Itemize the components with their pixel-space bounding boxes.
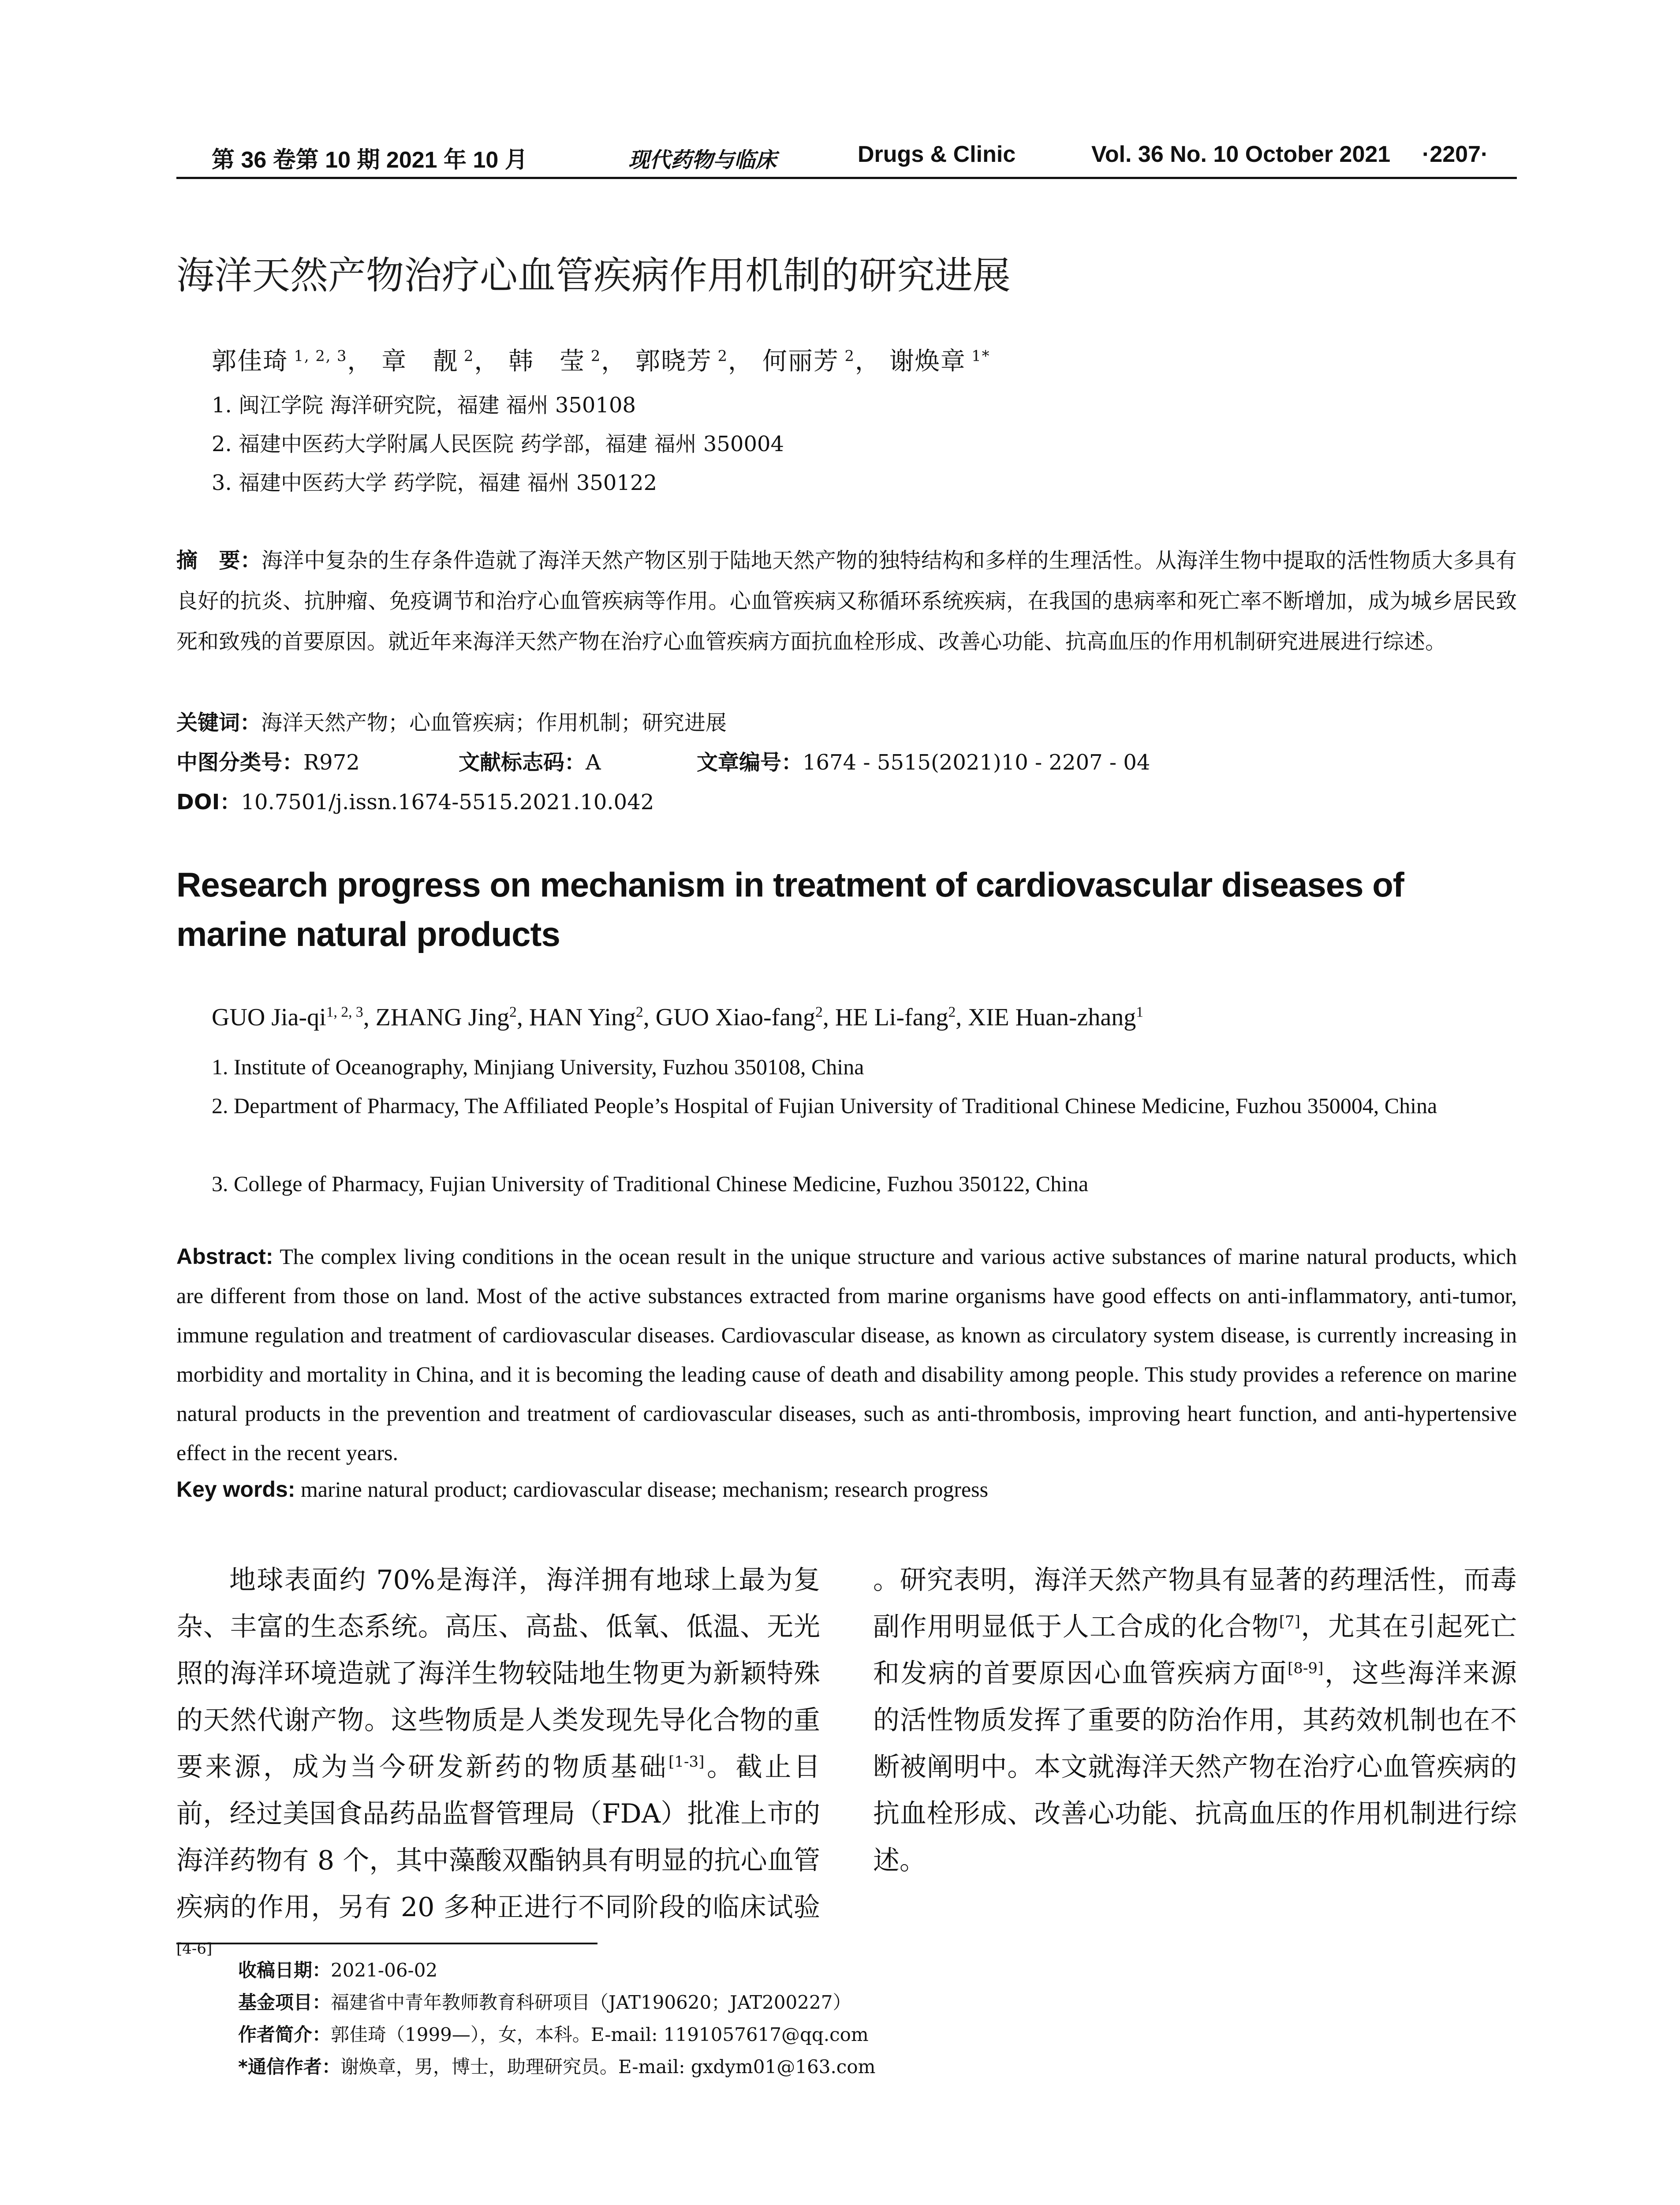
body-paragraph: 地球表面约 70%是海洋，海洋拥有地球上最为复杂、丰富的生态系统。高压、高盐、低氧、低温、无光照的海洋环境造就了海洋生物较陆地生物更为新颖特殊的天然代谢产物。这些物质是人类发现先导化合物的重要来源，成为当今研发新药的物质基础[1-3]。截止目前，经过美国食品药品监督管理局（FDA）批准上市的海洋药物有 8 个，其中藻酸双酯钠具有明显的抗心血管疾病的作用，另有 20 多种正进行不同阶段的临床试验[4-6] bbox=[176, 1565, 821, 1958]
citation[interactable]: [7] bbox=[1279, 1613, 1300, 1630]
abstract-cn bbox=[176, 540, 1517, 662]
author-en: XIE Huan-zhang$^1$ bbox=[968, 1004, 1144, 1031]
author-cn: 郭佳琦 $^{1, 2, 3}$， bbox=[212, 347, 373, 376]
author-en: GUO Xiao-fang$^2$, bbox=[655, 1004, 835, 1031]
running-header bbox=[176, 141, 1517, 176]
article-title-en: Research progress on mechanism in treatment of cardiovascular diseases of marine natural products bbox=[176, 865, 1404, 953]
body-column-left bbox=[176, 1557, 820, 1977]
abstract-cn-text: 海洋中复杂的生存条件造就了海洋天然产物区别于陆地天然产物的独特结构和多样的生理活性。从海洋生物中提取的活性物质大多具有良好的抗炎、抗肿瘤、免疫调节和治疗心血管疾病等作用。心血管疾病又称循环系统疾病，在我国的患病率和死亡率不断增加，成为城乡居民致死和致残的首要原因。就近年来海洋天然产物在治疗心血管疾病方面抗血栓形成、改善心功能、抗高血压的作用机制研究进展进行综述。 bbox=[176, 548, 1517, 654]
abstract-en bbox=[176, 1237, 1517, 1472]
abstract-en-text: The complex living conditions in the ocean result in the unique structure and various active substances of marine natural products, which are different from those on land. Most of the active substances extracted from marine organisms have good effects on anti-inflammatory, anti-tumor, immune regulation and treatment of cardiovascular diseases. Cardiovascular disease, as known as circulatory system disease, is currently increasing in morbidity and mortality in China, and it is becoming the leading cause of death and disability among people. This study provides a reference on marine natural products in the prevention and treatment of cardiovascular diseases, such as anti-thrombosis, improving heart function, and anti-hypertensive effect in the recent years. bbox=[176, 1244, 1517, 1465]
doi-line: DOI：10.7501/j.issn.1674-5515.2021.10.042 bbox=[176, 790, 654, 815]
author-list-cn bbox=[212, 342, 990, 377]
keywords-en: Key words: marine natural product; cardiovascular disease; mechanism; research progress bbox=[176, 1477, 989, 1502]
affiliation-en: 3. College of Pharmacy, Fujian University of Traditional Chinese Medicine, Fuzhou 350122, China bbox=[212, 1171, 1089, 1196]
classification-line bbox=[176, 745, 1517, 776]
affiliation-en: 2. Department of Pharmacy, The Affiliated People’s Hospital of Fujian University of Traditional Chinese Medicine, Fuzhou 350004, China bbox=[212, 1093, 1437, 1118]
footnote-corresponding: *通信作者：谢焕章，男，博士，助理研究员。E-mail: gxdym01@163.com bbox=[238, 2056, 876, 2078]
abstract-cn-label: 摘 要： bbox=[176, 548, 262, 573]
document-code: 文献标志码：A bbox=[459, 750, 601, 775]
article-number: 文章编号：1674 - 5515(2021)10 - 2207 - 04 bbox=[697, 750, 1150, 775]
affiliation-cn: 3. 福建中医药大学 药学院，福建 福州 350122 bbox=[212, 471, 657, 495]
footnote-author-bio: 作者简介：郭佳琦（1999—），女，本科。E-mail: 1191057617@qq.com bbox=[238, 2024, 869, 2045]
author-cn: 谢焕章 $^{1*}$ bbox=[889, 347, 990, 376]
affiliation-cn: 1. 闽江学院 海洋研究院，福建 福州 350108 bbox=[212, 393, 636, 418]
clc-number: 中图分类号：R972 bbox=[176, 750, 360, 775]
keywords-cn: 关键词：海洋天然产物；心血管疾病；作用机制；研究进展 bbox=[176, 710, 727, 735]
body-paragraph-continued: 。研究表明，海洋天然产物具有显著的药理活性，而毒副作用明显低于人工合成的化合物[7]，尤其在引起死亡和发病的首要原因心血管疾病方面[8-9]，这些海洋来源的活性物质发挥了重要的防治作用，其药效机制也在不断被阐明中。本文就海洋天然产物在治疗心血管疾病的抗血栓形成、改善心功能、抗高血压的作用机制进行综述。 bbox=[873, 1565, 1517, 1876]
author-en: HE Li-fang$^2$, bbox=[835, 1004, 968, 1031]
author-cn: 韩 莹 $^2$， bbox=[508, 347, 627, 376]
article-title-cn: 海洋天然产物治疗心血管疾病作用机制的研究进展 bbox=[176, 254, 1011, 298]
citation[interactable]: [4-6] bbox=[176, 1940, 213, 1958]
author-list-en bbox=[212, 1003, 1143, 1031]
affiliation-en: 1. Institute of Oceanography, Minjiang University, Fuzhou 350108, China bbox=[212, 1054, 864, 1079]
header-volume-cn: 第 36 卷第 10 期 2021 年 10 月 bbox=[212, 147, 528, 173]
header-page-number: ·2207· bbox=[1422, 142, 1489, 167]
author-cn: 郭晓芳 $^2$， bbox=[635, 347, 754, 376]
doi-link[interactable]: 10.7501/j.issn.1674-5515.2021.10.042 bbox=[241, 790, 654, 815]
author-en: HAN Ying$^2$, bbox=[529, 1004, 656, 1031]
author-en: ZHANG Jing$^2$, bbox=[375, 1004, 529, 1031]
header-volume-en: Vol. 36 No. 10 October 2021 bbox=[1091, 142, 1391, 167]
body-column-right bbox=[873, 1557, 1517, 1884]
footnote-received: 收稿日期：2021-06-02 bbox=[238, 1959, 438, 1981]
header-journal-cn: 现代药物与临床 bbox=[628, 148, 777, 172]
affiliation-cn: 2. 福建中医药大学附属人民医院 药学部，福建 福州 350004 bbox=[212, 432, 784, 456]
footnote-rule bbox=[176, 1943, 597, 1944]
author-en: GUO Jia-qi$^{1, 2, 3}$, bbox=[212, 1004, 376, 1031]
author-cn: 何丽芳 $^2$， bbox=[762, 347, 881, 376]
footnote-fund: 基金项目：福建省中青年教师教育科研项目（JAT190620；JAT200227） bbox=[238, 1992, 851, 2013]
header-journal-en: Drugs & Clinic bbox=[858, 142, 1016, 167]
citation[interactable]: [8-9] bbox=[1288, 1659, 1324, 1677]
header-rule bbox=[176, 177, 1517, 179]
author-cn: 章 靓 $^2$， bbox=[381, 347, 500, 376]
citation[interactable]: [1-3] bbox=[668, 1753, 705, 1771]
abstract-en-label: Abstract: bbox=[176, 1244, 273, 1269]
